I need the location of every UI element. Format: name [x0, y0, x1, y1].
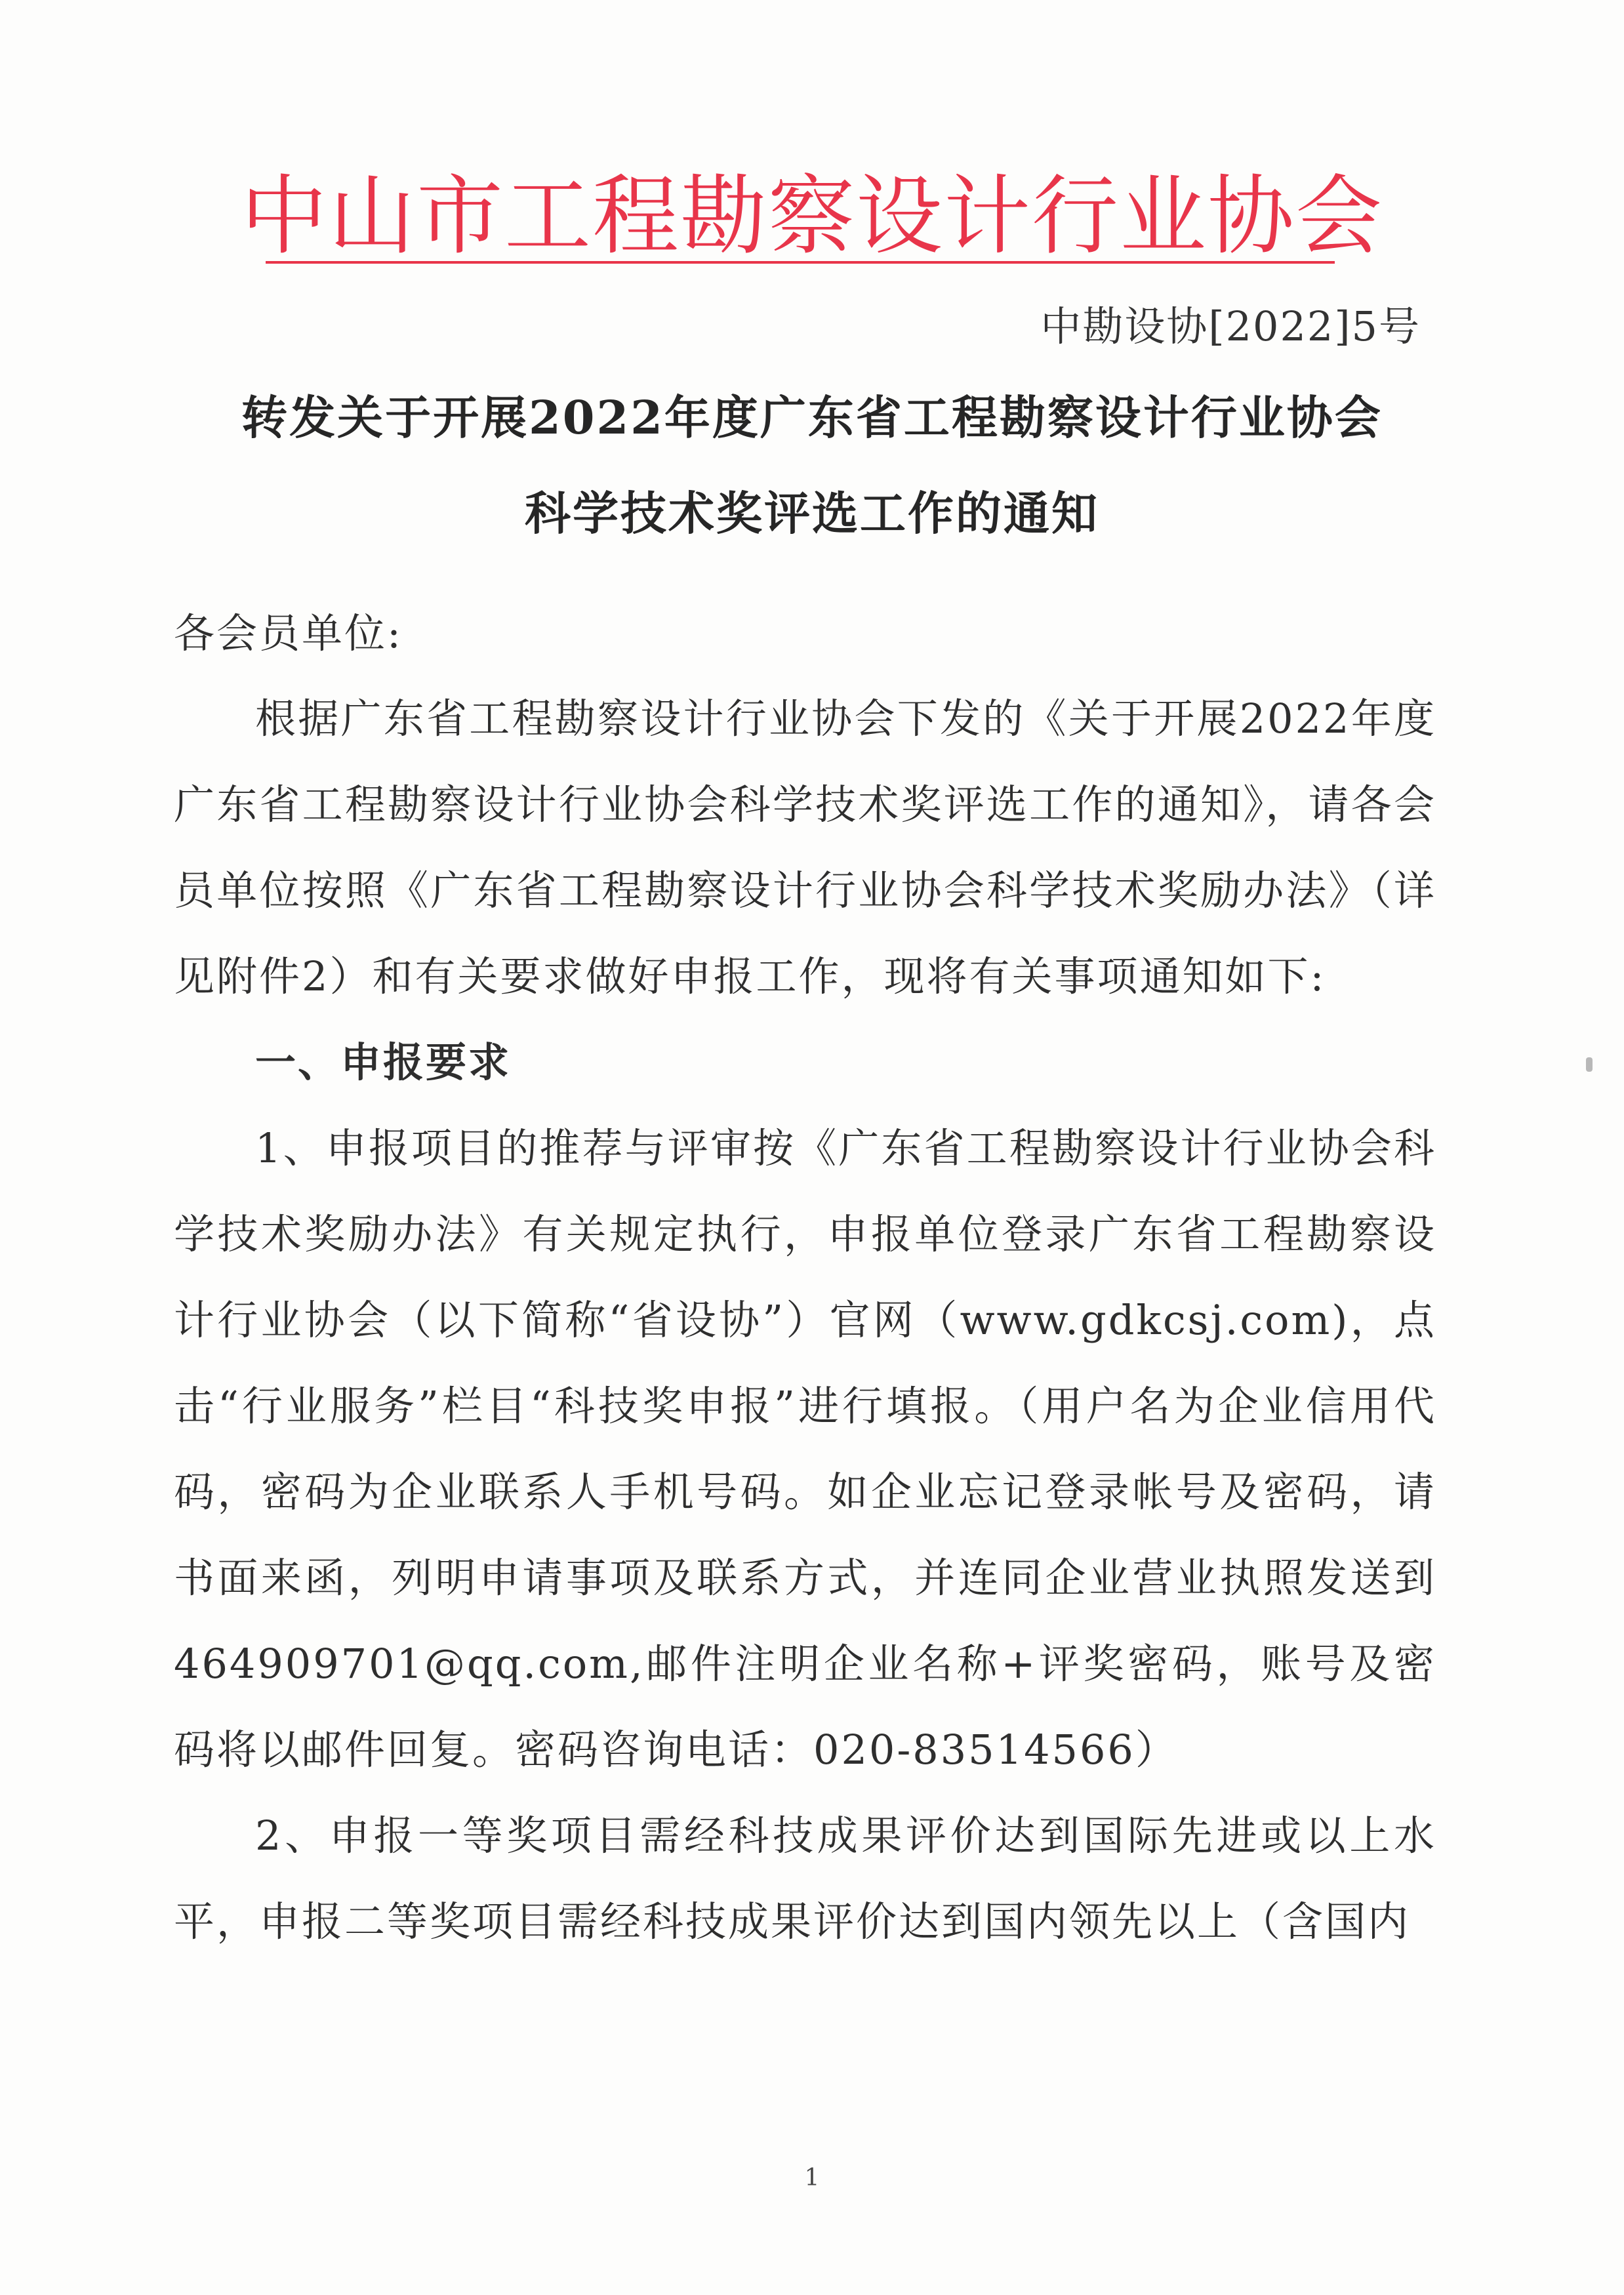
salutation-text: 各会员单位: [174, 609, 403, 657]
salutation [174, 590, 1436, 676]
document-number: 中勘设协[2022]5号 [1040, 302, 1421, 350]
page-number: 1 [804, 2164, 820, 2191]
scan-speck [1586, 1057, 1593, 1072]
requirement-item-2: 2、申报一等奖项目需经科技成果评价达到国际先进或以上水平，申报二等奖项目需经科技成果评价达到国内领先以上（含国内 [174, 1812, 1436, 1945]
requirement-item-1: 1、申报项目的推荐与评审按《广东省工程勘察设计行业协会科学技术奖励办法》有关规定执行，申报单位登录广东省工程勘察设计行业协会（以下简称“省设协”）官网（www.gdkcsj.com)，点击“行业服务”栏目“科技奖申报”进行填报。（用户名为企业信用代码，密码为企业联系人手机号码。如企业忘记登录帐号及密码，请书面来函，列明申请事项及联系方式，并连同企业营业执照发送到464909701@qq.com,邮件注明企业名称+评奖密码，账号及密码将以邮件回复。密码咨询电话：020-83514566） [174, 1124, 1436, 1774]
letterhead-rule [266, 261, 1335, 264]
body-content [174, 676, 1436, 1964]
section-heading-requirements: 一、申报要求 [255, 1038, 512, 1086]
notice-title-line-1: 转发关于开展2022年度广东省工程勘察设计行业协会 [241, 390, 1383, 445]
intro-paragraph: 根据广东省工程勘察设计行业协会下发的《关于开展2022年度广东省工程勘察设计行业协会科学技术奖评选工作的通知》，请各会员单位按照《广东省工程勘察设计行业协会科学技术奖励办法》（详见附件2）和有关要求做好申报工作，现将有关事项通知如下: [174, 695, 1436, 1000]
letterhead-title: 中山市工程勘察设计行业协会 [241, 166, 1383, 267]
notice-title-line-2: 科学技术奖评选工作的通知 [525, 486, 1099, 540]
